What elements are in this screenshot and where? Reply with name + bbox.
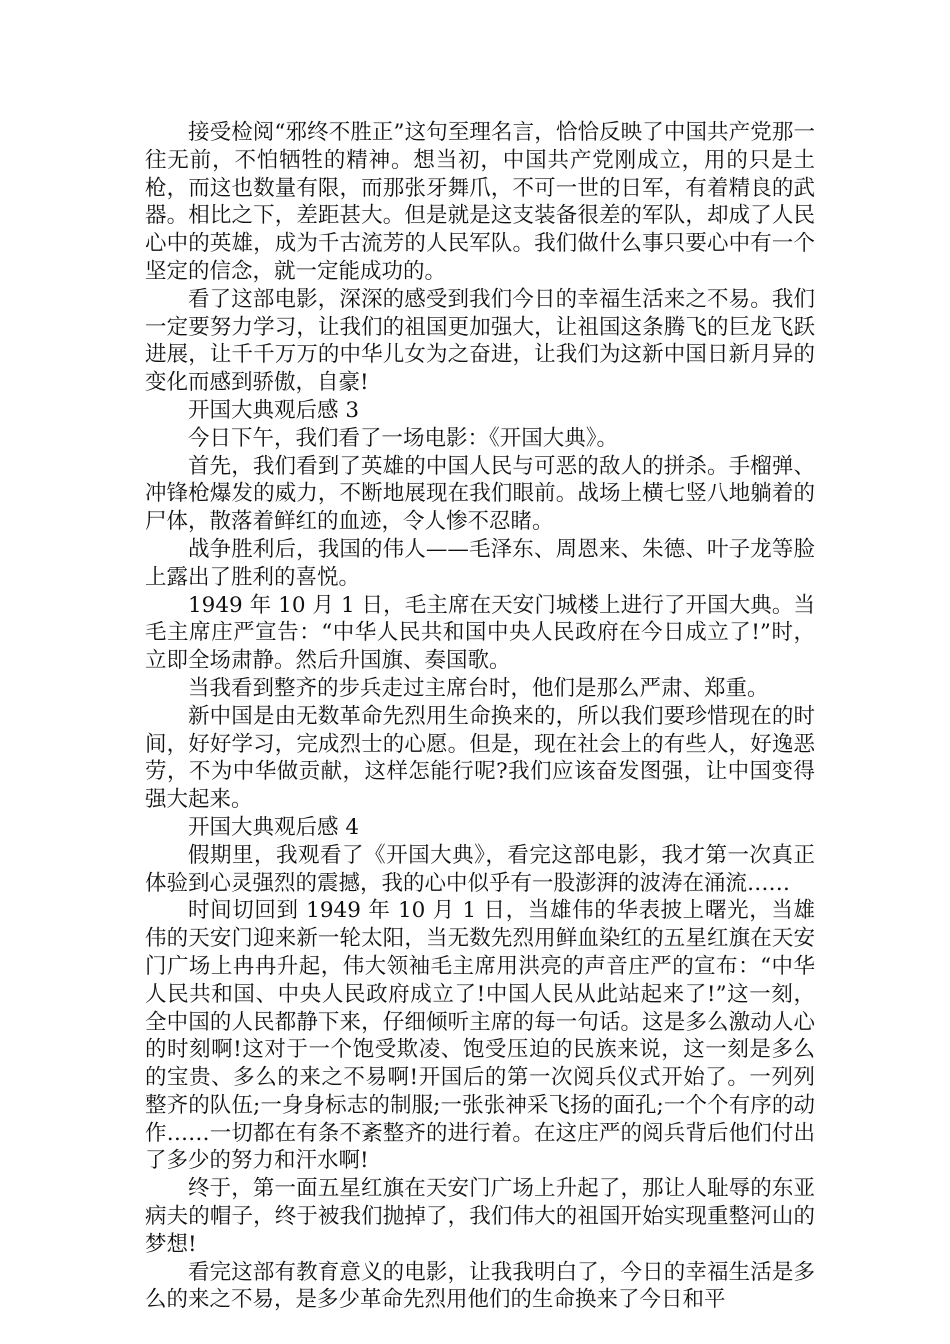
paragraph: 时间切回到 1949 年 10 月 1 日，当雄伟的华表披上曙光，当雄伟的天安门迎来新一轮太阳，当无数先烈用鲜血染红的五星红旗在天安门广场上冉冉升起，伟大领袖毛主席用洪亮的声音庄严的宣布：“中华人民共和国、中央人民政府成立了!中国人民从此站起来了!”这一刻，全中国的人民都静下来，仔细倾听主席的每一句话。这是多么激动人心的时刻啊!这对于一个饱受欺凌、饱受压迫的民族来说，这一刻是多么的宝贵、多么的来之不易啊!开国后的第一次阅兵仪式开始了。一列列整齐的队伍;一身身标志的制服;一张张神采飞扬的面孔;一个个有序的动作……一切都在有条不紊整齐的进行着。在这庄严的阅兵背后他们付出了多少的努力和汗水啊!	[145, 898, 815, 1174]
paragraph: 当我看到整齐的步兵走过主席台时，他们是那么严肃、郑重。	[188, 675, 769, 701]
paragraph: 假期里，我观看了《开国大典》，看完这部电影，我才第一次真正体验到心灵强烈的震撼，我的心中似乎有一股澎湃的波涛在涌流……	[145, 842, 815, 896]
section-heading: 开国大典观后感 3	[188, 397, 360, 423]
paragraph: 看完这部有教育意义的电影，让我我明白了，今日的幸福生活是多么的来之不易，是多少革命先烈用他们的生命换来了今日和平	[145, 1259, 815, 1313]
paragraph: 首先，我们看到了英雄的中国人民与可恶的敌人的拼杀。手榴弹、冲锋枪爆发的威力，不断地展现在我们眼前。战场上横七竖八地躺着的尸体，散落着鲜红的血迹，令人惨不忍睹。	[145, 453, 815, 535]
paragraph: 1949 年 10 月 1 日，毛主席在天安门城楼上进行了开国大典。当毛主席庄严宣告：“中华人民共和国中央人民政府在今日成立了!”时，立即全场肃静。然后升国旗、奏国歌。	[145, 592, 815, 674]
document-body	[145, 119, 815, 1314]
paragraph: 接受检阅“邪终不胜正”这句至理名言，恰恰反映了中国共产党那一往无前，不怕牺牲的精神。想当初，中国共产党刚成立，用的只是土枪，而这也数量有限，而那张牙舞爪，不可一世的日军，有着精良的武器。相比之下，差距甚大。但是就是这支装备很差的军队，却成了人民心中的英雄，成为千古流芳的人民军队。我们做什么事只要心中有一个坚定的信念，就一定能成功的。	[145, 120, 815, 284]
paragraph: 今日下午，我们看了一场电影：《开国大典》。	[188, 425, 619, 451]
paragraph: 看了这部电影，深深的感受到我们今日的幸福生活来之不易。我们一定要努力学习，让我们的祖国更加强大，让祖国这条腾飞的巨龙飞跃进展，让千千万万的中华儿女为之奋进，让我们为这新中国日新月异的变化而感到骄傲，自豪!	[145, 286, 815, 396]
paragraph: 新中国是由无数革命先烈用生命换来的，所以我们要珍惜现在的时间，好好学习，完成烈士的心愿。但是，现在社会上的有些人，好逸恶劳，不为中华做贡献，这样怎能行呢?我们应该奋发图强，让中国变得强大起来。	[145, 703, 815, 813]
section-heading: 开国大典观后感 4	[188, 814, 360, 840]
paragraph: 终于，第一面五星红旗在天安门广场上升起了，那让人耻辱的东亚病夫的帽子，终于被我们抛掉了，我们伟大的祖国开始实现重整河山的梦想!	[145, 1176, 815, 1257]
paragraph: 战争胜利后，我国的伟人——毛泽东、周恩来、朱德、叶子龙等脸上露出了胜利的喜悦。	[145, 536, 815, 590]
